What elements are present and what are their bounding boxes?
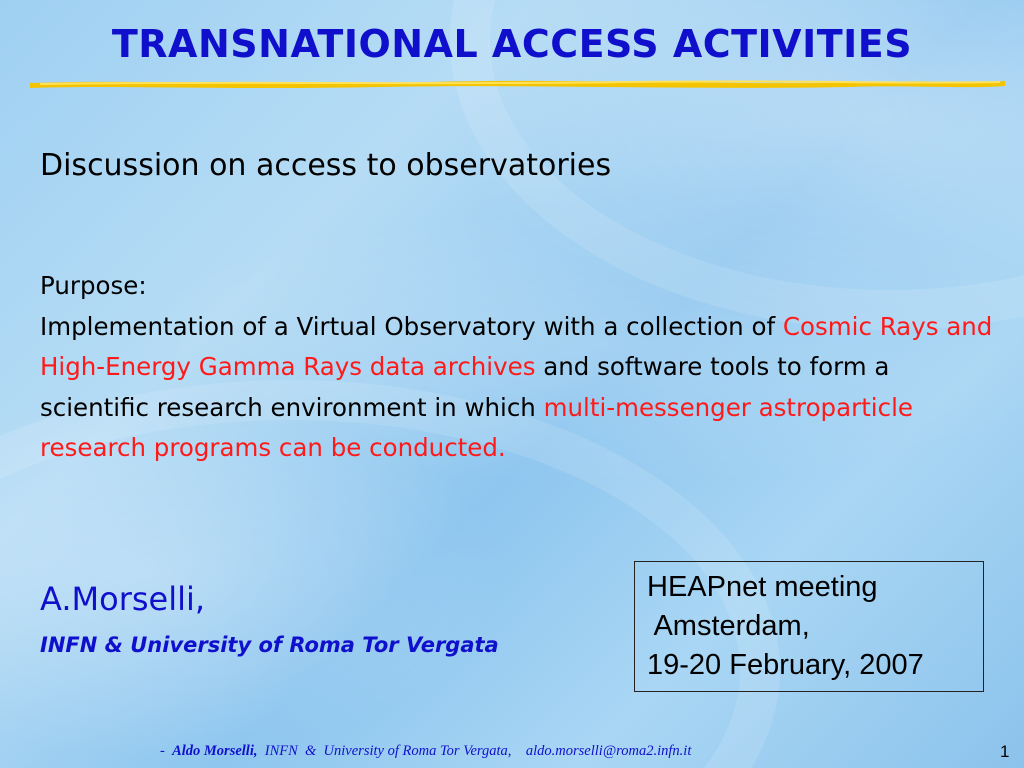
meeting-name: HEAPnet meeting [647,571,878,603]
author-affiliation: INFN & University of Roma Tor Vergata [40,633,499,657]
meeting-date: 19-20 February, 2007 [647,649,924,681]
slide-footer [160,743,691,760]
footer-author: Aldo Morselli, [172,743,258,759]
purpose-text [40,307,1000,469]
purpose-highlight-archives: Cosmic Rays and High-Energy Gamma Rays data archives [40,311,993,381]
footer-prefix: - [160,743,173,759]
title-underline-brush [30,76,1005,90]
page-number: 1 [1000,742,1010,761]
slide-subtitle: Discussion on access to observatories [40,148,612,183]
slide-title: TRANSNATIONAL ACCESS ACTIVITIES [111,22,913,66]
purpose-label: Purpose: [40,271,147,300]
footer-email: aldo.morselli@roma2.infn.it [511,743,692,759]
meeting-info-box [634,561,984,692]
purpose-highlight-research: multi-messenger astroparticle research programs can be conducted. [40,392,913,462]
purpose-text-part: Implementation of a Virtual Observatory with a collection of [40,311,783,341]
purpose-block [40,266,1000,469]
author-name: A.Morselli, [40,580,206,618]
meeting-location: Amsterdam, [647,610,810,642]
purpose-text-part: and software tools to form a scientific research environment in which [40,352,890,422]
footer-institution: INFN & University of Roma Tor Vergata, [257,743,512,759]
